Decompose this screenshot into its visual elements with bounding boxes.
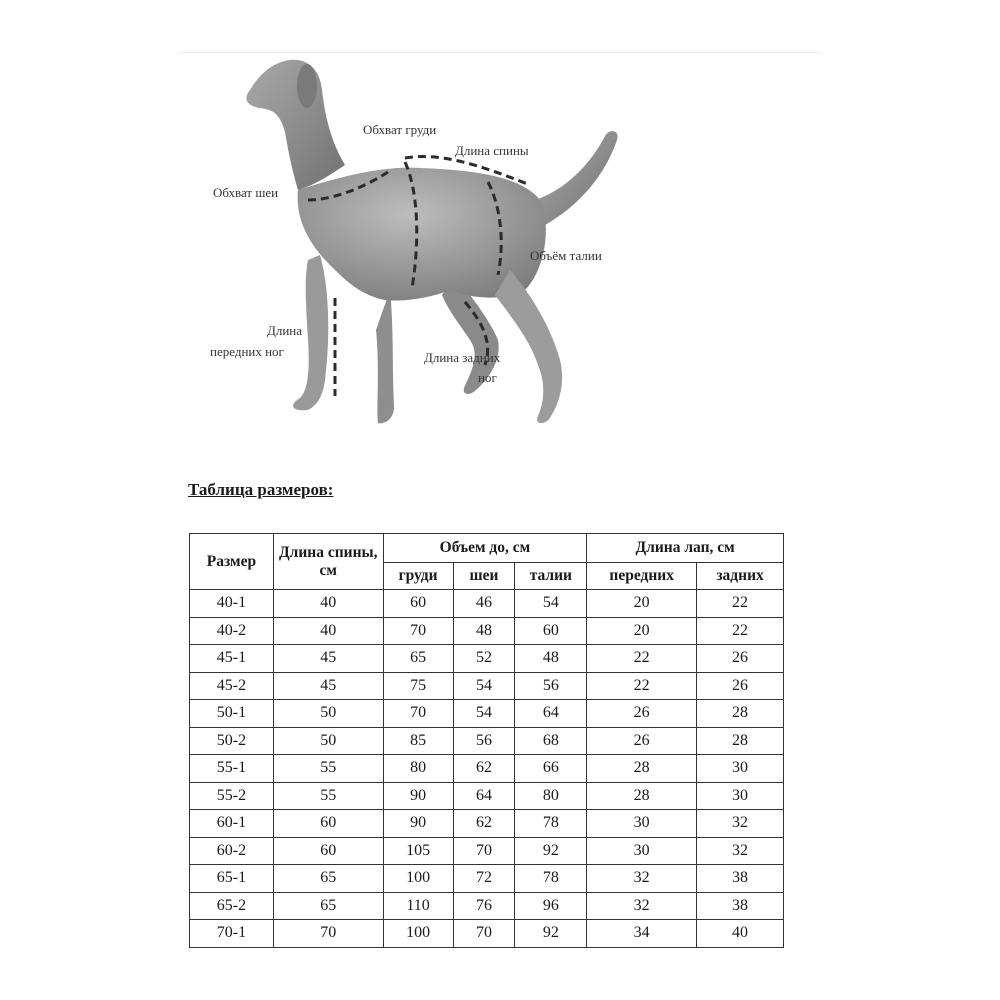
header-volume-group: Объем до, см [383, 534, 587, 563]
cell-size: 40-2 [190, 617, 274, 645]
cell-size: 55-2 [190, 782, 274, 810]
cell-back-length: 65 [273, 865, 383, 893]
cell-size: 50-2 [190, 727, 274, 755]
cell-size: 60-2 [190, 837, 274, 865]
dog-hind-leg-near [495, 270, 562, 423]
back-length-label: Длина спины [455, 143, 529, 158]
cell-front-legs: 20 [587, 590, 697, 618]
cell-front-legs: 20 [587, 617, 697, 645]
cell-chest: 80 [383, 755, 453, 783]
cell-waist: 64 [515, 700, 587, 728]
cell-hind-legs: 22 [697, 590, 784, 618]
cell-waist: 78 [515, 865, 587, 893]
cell-neck: 64 [453, 782, 515, 810]
dog-silhouette-svg [180, 40, 660, 460]
cell-size: 65-1 [190, 865, 274, 893]
cell-chest: 75 [383, 672, 453, 700]
cell-neck: 56 [453, 727, 515, 755]
cell-waist: 92 [515, 920, 587, 948]
cell-front-legs: 26 [587, 700, 697, 728]
cell-chest: 90 [383, 810, 453, 838]
cell-front-legs: 32 [587, 892, 697, 920]
header-back-length: Длина спины, см [273, 534, 383, 590]
cell-front-legs: 22 [587, 645, 697, 673]
cell-neck: 72 [453, 865, 515, 893]
waist-label: Объём талии [530, 248, 602, 263]
cell-size: 65-2 [190, 892, 274, 920]
hind-legs-label-line2: ног [478, 370, 497, 385]
cell-front-legs: 32 [587, 865, 697, 893]
cell-front-legs: 30 [587, 810, 697, 838]
cell-hind-legs: 38 [697, 865, 784, 893]
cell-hind-legs: 38 [697, 892, 784, 920]
neck-label: Обхват шеи [213, 185, 279, 200]
table-row [190, 617, 784, 645]
cell-size: 55-1 [190, 755, 274, 783]
header-size: Размер [190, 534, 274, 590]
cell-chest: 100 [383, 865, 453, 893]
header-neck: шеи [453, 563, 515, 590]
cell-neck: 52 [453, 645, 515, 673]
cell-back-length: 60 [273, 810, 383, 838]
front-legs-label-line1: Длина [267, 323, 303, 338]
cell-neck: 54 [453, 700, 515, 728]
table-row [190, 755, 784, 783]
header-legs-group: Длина лап, см [587, 534, 784, 563]
cell-back-length: 50 [273, 727, 383, 755]
cell-front-legs: 26 [587, 727, 697, 755]
cell-neck: 70 [453, 920, 515, 948]
table-row [190, 865, 784, 893]
cell-hind-legs: 30 [697, 755, 784, 783]
table-row [190, 892, 784, 920]
front-legs-label-line2: передних ног [210, 344, 284, 359]
cell-back-length: 55 [273, 755, 383, 783]
dog-tail [535, 131, 618, 225]
cell-chest: 105 [383, 837, 453, 865]
table-row [190, 837, 784, 865]
cell-size: 60-1 [190, 810, 274, 838]
cell-chest: 70 [383, 617, 453, 645]
cell-chest: 70 [383, 700, 453, 728]
table-row [190, 700, 784, 728]
cell-waist: 96 [515, 892, 587, 920]
cell-hind-legs: 32 [697, 810, 784, 838]
cell-neck: 48 [453, 617, 515, 645]
cell-waist: 92 [515, 837, 587, 865]
cell-hind-legs: 22 [697, 617, 784, 645]
table-row [190, 645, 784, 673]
cell-waist: 48 [515, 645, 587, 673]
cell-chest: 110 [383, 892, 453, 920]
cell-hind-legs: 32 [697, 837, 784, 865]
dog-ear [297, 64, 317, 108]
cell-front-legs: 30 [587, 837, 697, 865]
table-row [190, 810, 784, 838]
cell-size: 45-1 [190, 645, 274, 673]
cell-neck: 54 [453, 672, 515, 700]
cell-front-legs: 34 [587, 920, 697, 948]
header-hind: задних [697, 563, 784, 590]
cell-hind-legs: 26 [697, 672, 784, 700]
cell-waist: 78 [515, 810, 587, 838]
size-table [189, 533, 784, 948]
cell-neck: 62 [453, 755, 515, 783]
cell-chest: 100 [383, 920, 453, 948]
cell-chest: 90 [383, 782, 453, 810]
chest-label: Обхват груди [363, 122, 437, 137]
cell-hind-legs: 28 [697, 700, 784, 728]
cell-neck: 70 [453, 837, 515, 865]
cell-back-length: 70 [273, 920, 383, 948]
size-table-body [190, 590, 784, 948]
cell-front-legs: 28 [587, 755, 697, 783]
cell-size: 40-1 [190, 590, 274, 618]
header-chest: груди [383, 563, 453, 590]
header-row-1 [190, 534, 784, 563]
cell-front-legs: 22 [587, 672, 697, 700]
cell-back-length: 45 [273, 645, 383, 673]
cell-front-legs: 28 [587, 782, 697, 810]
dog-front-leg-far [376, 290, 394, 423]
table-row [190, 782, 784, 810]
cell-neck: 76 [453, 892, 515, 920]
header-front: передних [587, 563, 697, 590]
cell-back-length: 60 [273, 837, 383, 865]
cell-size: 50-1 [190, 700, 274, 728]
cell-hind-legs: 28 [697, 727, 784, 755]
cell-waist: 66 [515, 755, 587, 783]
cell-hind-legs: 40 [697, 920, 784, 948]
cell-neck: 62 [453, 810, 515, 838]
cell-waist: 60 [515, 617, 587, 645]
cell-chest: 65 [383, 645, 453, 673]
cell-waist: 54 [515, 590, 587, 618]
cell-back-length: 65 [273, 892, 383, 920]
cell-hind-legs: 26 [697, 645, 784, 673]
cell-back-length: 45 [273, 672, 383, 700]
cell-neck: 46 [453, 590, 515, 618]
cell-size: 45-2 [190, 672, 274, 700]
cell-chest: 85 [383, 727, 453, 755]
cell-back-length: 40 [273, 617, 383, 645]
cell-waist: 80 [515, 782, 587, 810]
dog-measurement-diagram [180, 40, 660, 460]
header-waist: талии [515, 563, 587, 590]
table-row [190, 672, 784, 700]
table-title: Таблица размеров: [188, 480, 334, 499]
cell-back-length: 50 [273, 700, 383, 728]
cell-size: 70-1 [190, 920, 274, 948]
hind-legs-label-line1: Длина задних [424, 350, 501, 365]
cell-chest: 60 [383, 590, 453, 618]
cell-hind-legs: 30 [697, 782, 784, 810]
cell-waist: 56 [515, 672, 587, 700]
cell-back-length: 40 [273, 590, 383, 618]
table-row [190, 920, 784, 948]
cell-back-length: 55 [273, 782, 383, 810]
table-row [190, 590, 784, 618]
table-row [190, 727, 784, 755]
dog-head-neck [246, 60, 345, 190]
cell-waist: 68 [515, 727, 587, 755]
